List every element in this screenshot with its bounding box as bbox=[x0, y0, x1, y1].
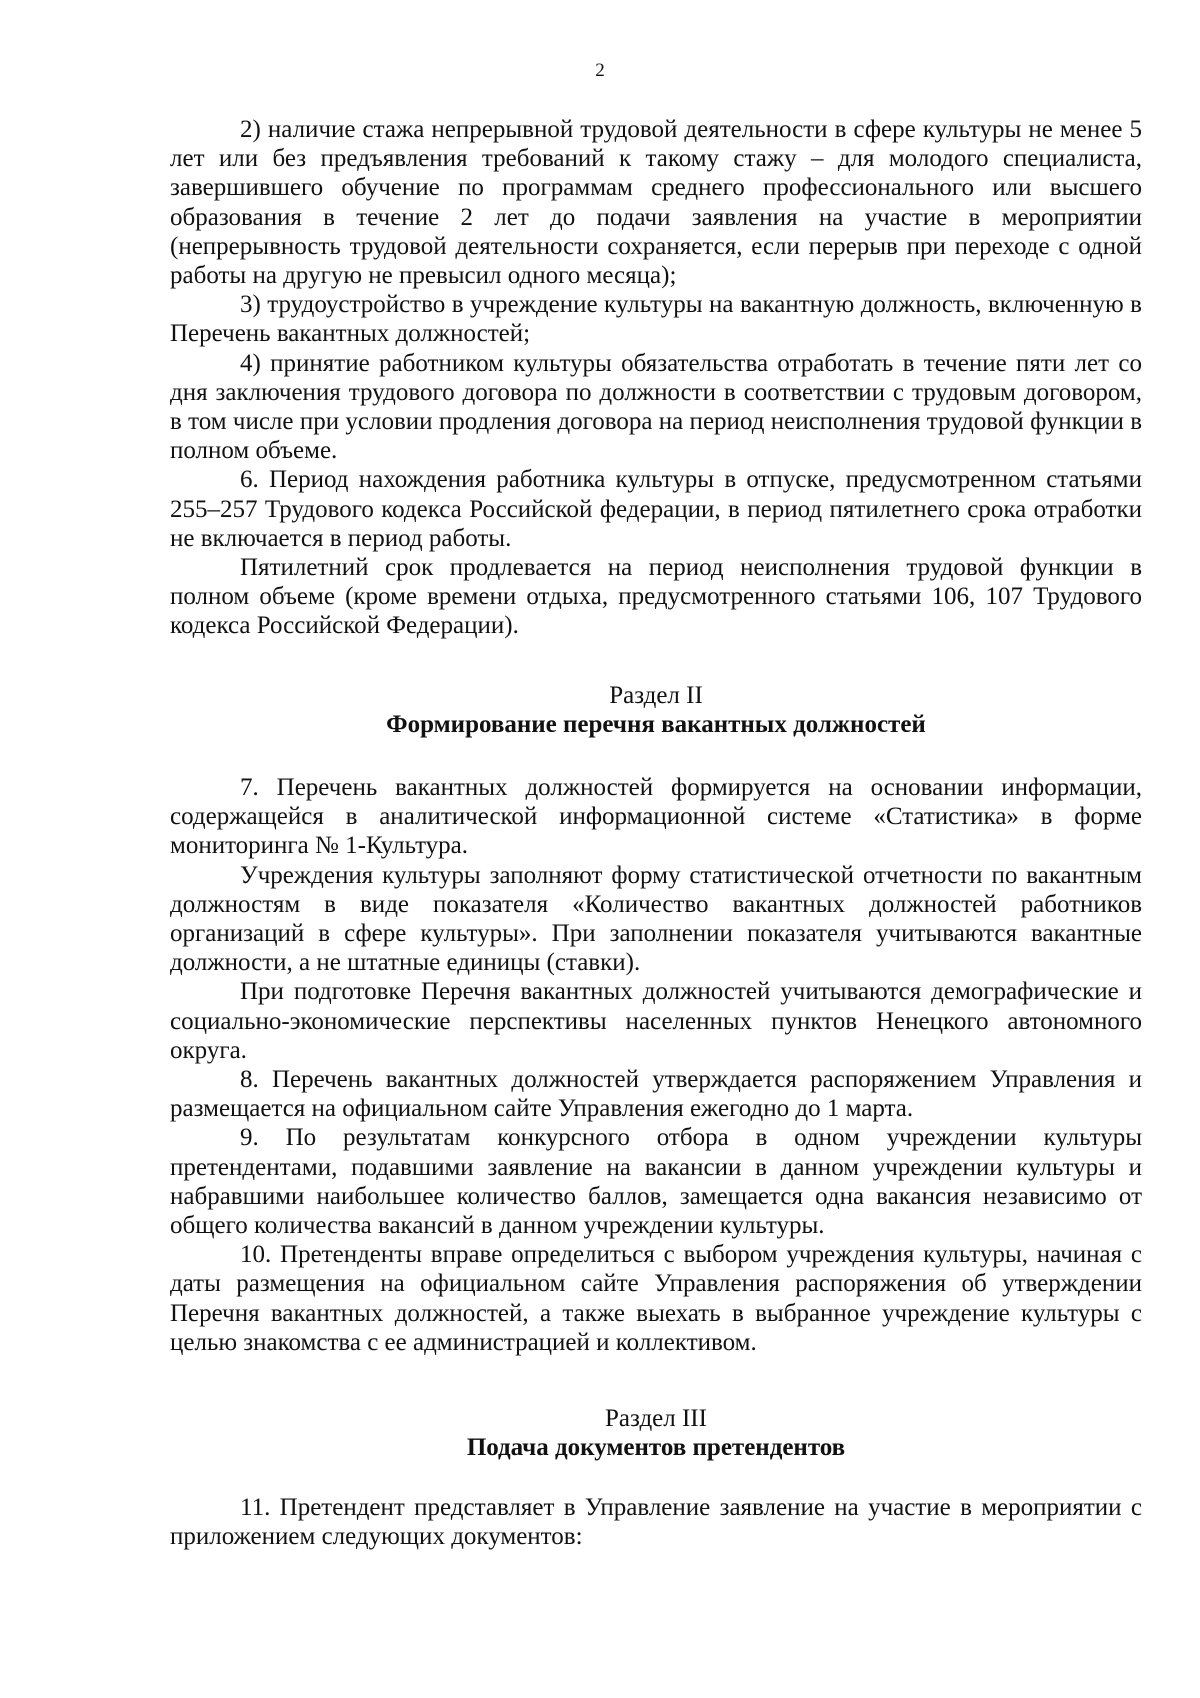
section-2-title: Формирование перечня вакантных должностей bbox=[386, 711, 926, 738]
section-2-label: Раздел II bbox=[609, 682, 703, 709]
paragraph: При подготовке Перечня вакантных должностей учитываются демографические и социально-экономические перспективы населенных пунктов Ненецкого автономного округа. bbox=[170, 978, 1142, 1064]
paragraph: Пятилетний срок продлевается на период неисполнения трудовой функции в полном объеме (кроме времени отдыха, предусмотренного статьями 106, 107 Трудового кодекса Российской Федерации). bbox=[170, 554, 1142, 640]
text-block-section-1 bbox=[170, 115, 1142, 641]
section-2-heading bbox=[170, 681, 1142, 739]
paragraph: 2) наличие стажа непрерывной трудовой деятельности в сфере культуры не менее 5 лет или без предъявления требований к такому стажу – для молодого специалиста, завершившего обучение по программам среднего профессионального или высшего образования в течение 2 лет до подачи заявления на участие в мероприятии (непрерывность трудовой деятельности сохраняется, если перерыв при переходе с одной работы на другую не превысил одного месяца); bbox=[170, 116, 1142, 290]
paragraph: 3) трудоустройство в учреждение культуры на вакантную должность, включенную в Перечень вакантных должностей; bbox=[170, 291, 1142, 348]
paragraph: 8. Перечень вакантных должностей утверждается распоряжением Управления и размещается на официальном сайте Управления ежегодно до 1 марта. bbox=[170, 1066, 1142, 1123]
section-3-heading bbox=[170, 1404, 1142, 1462]
page-number: 2 bbox=[595, 60, 605, 81]
paragraph: Учреждения культуры заполняют форму статистической отчетности по вакантным должностям в виде показателя «Количество вакантных должностей работников организаций в сфере культуры». При заполнении показателя учитываются вакантные должности, а не штатные единицы (ставки). bbox=[170, 861, 1142, 977]
paragraph: 6. Период нахождения работника культуры в отпуске, предусмотренном статьями 255–257 Трудового кодекса Российской федерации, в период пятилетнего срока отработки не включается в период работы. bbox=[170, 466, 1142, 552]
paragraph: 4) принятие работником культуры обязательства отработать в течение пяти лет со дня заключения трудового договора по должности в соответствии с трудовым договором, в том числе при условии продления договора на период неисполнения трудовой функции в полном объеме. bbox=[170, 349, 1142, 465]
text-block-section-2 bbox=[170, 773, 1142, 1357]
paragraph: 10. Претенденты вправе определиться с выбором учреждения культуры, начиная с даты размещения на официальном сайте Управления распоряжения об утверждении Перечня вакантных должностей, а также выехать в выбранное учреждение культуры с целью знакомства с ее администрацией и коллективом. bbox=[170, 1241, 1142, 1356]
section-3-title: Подача документов претендентов bbox=[466, 1434, 846, 1461]
section-3-label: Раздел III bbox=[605, 1405, 707, 1432]
paragraph: 9. По результатам конкурсного отбора в одном учреждении культуры претендентами, подавшими заявление на вакансии в данном учреждении культуры и набравшими наибольшее количество баллов, замещается одна вакансия независимо от общего количества вакансий в данном учреждении культуры. bbox=[170, 1124, 1142, 1240]
paragraph: 7. Перечень вакантных должностей формируется на основании информации, содержащейся в аналитической информационной системе «Статистика» в форме мониторинга № 1-Культура. bbox=[170, 774, 1142, 860]
paragraph: 11. Претендент представляет в Управление заявление на участие в мероприятии с приложением следующих документов: bbox=[170, 1494, 1142, 1551]
text-block-section-3 bbox=[170, 1493, 1142, 1551]
